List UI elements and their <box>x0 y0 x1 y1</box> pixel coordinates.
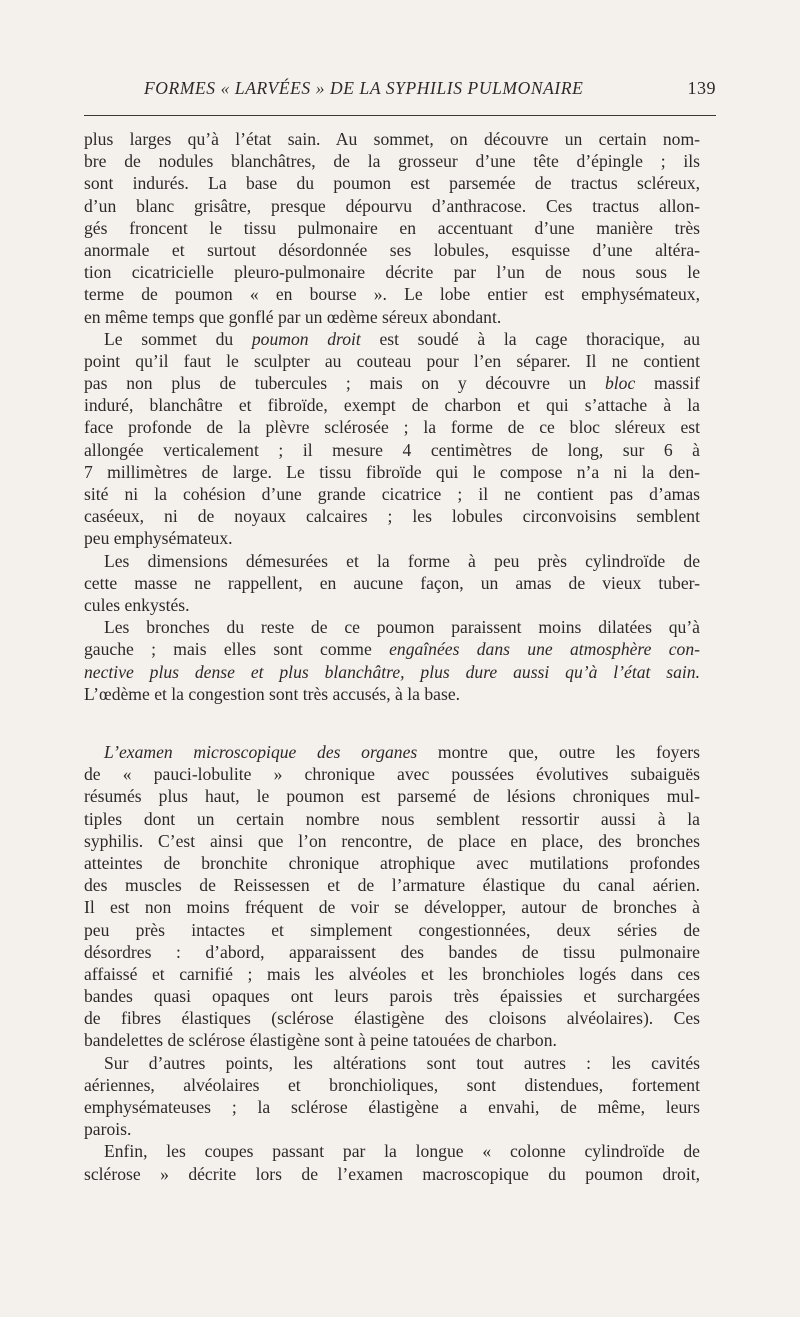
text-line: peu près intactes et simplement congestionnées, deux séries de <box>84 919 700 940</box>
text-line: sclérose » décrite lors de l’examen macroscopique du poumon droit, <box>84 1163 700 1184</box>
running-head <box>84 78 716 104</box>
running-title: FORMES « LARVÉES » DE LA SYPHILIS PULMONAIRE <box>144 78 584 98</box>
text-line: gés froncent le tissu pulmonaire en accentuant d’une manière très <box>84 217 700 238</box>
text-line: L’œdème et la congestion sont très accusés, à la base. <box>84 683 461 704</box>
text-line: sité ni la cohésion d’une grande cicatrice ; il ne contient pas d’amas <box>84 484 700 504</box>
text-line: sont indurés. La base du poumon est parsemée de tractus scléreux, <box>84 173 700 194</box>
text-run: est soudé à la cage thoracique, au <box>360 328 700 349</box>
text-line: en même temps que gonflé par un œdème séreux abondant. <box>84 306 502 327</box>
italic-run: nective plus dense et plus blanchâtre, plus dure aussi qu’à l’état sain. <box>84 661 700 682</box>
italic-run: L’examen microscopique des organes <box>104 742 418 762</box>
text-line: d’un blanc grisâtre, presque dépourvu d’anthracose. Ces tractus allon- <box>84 195 700 216</box>
text-line: syphilis. C’est ainsi que l’on rencontre, de place en place, des bronches <box>84 830 700 851</box>
text-line: Enfin, les coupes passant par la longue « colonne cylindroïde de <box>104 1141 700 1162</box>
text-run: pas non plus de tubercules ; mais on y découvre un <box>84 373 605 394</box>
text-line <box>84 372 700 394</box>
text-line: tiples dont un certain nombre nous semblent ressortir aussi à la <box>84 808 700 829</box>
text-section-macroscopic <box>84 128 700 705</box>
italic-run: engaînées dans une atmosphère con- <box>389 639 700 660</box>
text-line: des muscles de Reissessen et de l’armature élastique du canal aérien. <box>84 875 700 896</box>
text-section-microscopic <box>84 741 700 1185</box>
text-line: tion cicatricielle pleuro-pulmonaire décrite par l’un de nous sous le <box>84 262 700 283</box>
text-line: allongée verticalement ; il mesure 4 centimètres de long, sur 6 à <box>84 439 700 460</box>
text-line: terme de poumon « en bourse ». Le lobe entier est emphysémateux, <box>84 284 700 305</box>
text-line: Les bronches du reste de ce poumon paraissent moins dilatées qu’à <box>104 617 700 638</box>
text-run: massif <box>635 373 700 394</box>
text-line: atteintes de bronchite chronique atrophique avec mutilations profondes <box>84 852 700 873</box>
page-number: 139 <box>687 78 716 98</box>
text-run: Le sommet du <box>104 328 252 349</box>
text-line: désordres : d’abord, apparaissent des bandes de tissu pulmonaire <box>84 941 700 962</box>
text-line: Les dimensions démesurées et la forme à peu près cylindroïde de <box>104 550 700 571</box>
text-line: parois. <box>84 1119 132 1140</box>
text-line <box>84 741 700 763</box>
text-line: bre de nodules blanchâtres, de la grosseur d’une tête d’épingle ; ils <box>84 151 700 172</box>
text-line: face profonde de la plèvre sclérosée ; la forme de ce bloc sléreux est <box>84 417 700 438</box>
text-run: montre que, outre les foyers <box>417 742 700 762</box>
text-line: aériennes, alvéolaires et bronchioliques, sont distendues, fortement <box>84 1074 700 1095</box>
text-line: affaissé et carnifié ; mais les alvéoles et les bronchioles logés dans ces <box>84 963 700 984</box>
text-line: emphysémateuses ; la sclérose élastigène a envahi, de même, leurs <box>84 1097 700 1117</box>
text-line: cules enkystés. <box>84 594 190 615</box>
text-line <box>84 661 700 683</box>
text-line: bandes quasi opaques ont leurs parois très épaissies et surchargées <box>84 986 700 1007</box>
text-line: induré, blanchâtre et fibroïde, exempt de charbon et qui s’attache à la <box>84 395 700 416</box>
text-line: de fibres élastiques (sclérose élastigène des cloisons alvéolaires). Ces <box>84 1008 700 1029</box>
text-line: bandelettes de sclérose élastigène sont à peine tatouées de charbon. <box>84 1030 557 1051</box>
italic-run: poumon droit <box>251 328 361 349</box>
text-line: de « pauci-lobulite » chronique avec poussées évolutives subaiguës <box>84 764 700 785</box>
text-run: gauche ; mais elles sont comme <box>84 639 390 660</box>
text-line <box>84 638 700 660</box>
text-line: Il est non moins fréquent de voir se développer, autour de bronches à <box>84 897 700 918</box>
text-line: peu emphysémateux. <box>84 528 233 549</box>
text-line: cette masse ne rappellent, en aucune façon, un amas de vieux tuber- <box>84 572 700 593</box>
text-line: caséeux, ni de noyaux calcaires ; les lobules circonvoisins semblent <box>84 506 700 527</box>
text-line: Sur d’autres points, les altérations sont tout autres : les cavités <box>104 1052 700 1073</box>
text-line: résumés plus haut, le poumon est parsemé de lésions chroniques mul- <box>84 786 700 807</box>
text-line: plus larges qu’à l’état sain. Au sommet, on découvre un certain nom- <box>84 129 700 149</box>
text-line <box>84 328 700 350</box>
header-rule <box>84 115 716 116</box>
italic-run: bloc <box>605 373 636 394</box>
text-line: anormale et surtout désordonnée ses lobules, esquisse d’une altéra- <box>84 239 700 260</box>
text-line: 7 millimètres de large. Le tissu fibroïde qui le compose n’a ni la den- <box>84 461 700 482</box>
text-line: point qu’il faut le sculpter au couteau pour l’en séparer. Il ne contient <box>84 350 700 371</box>
